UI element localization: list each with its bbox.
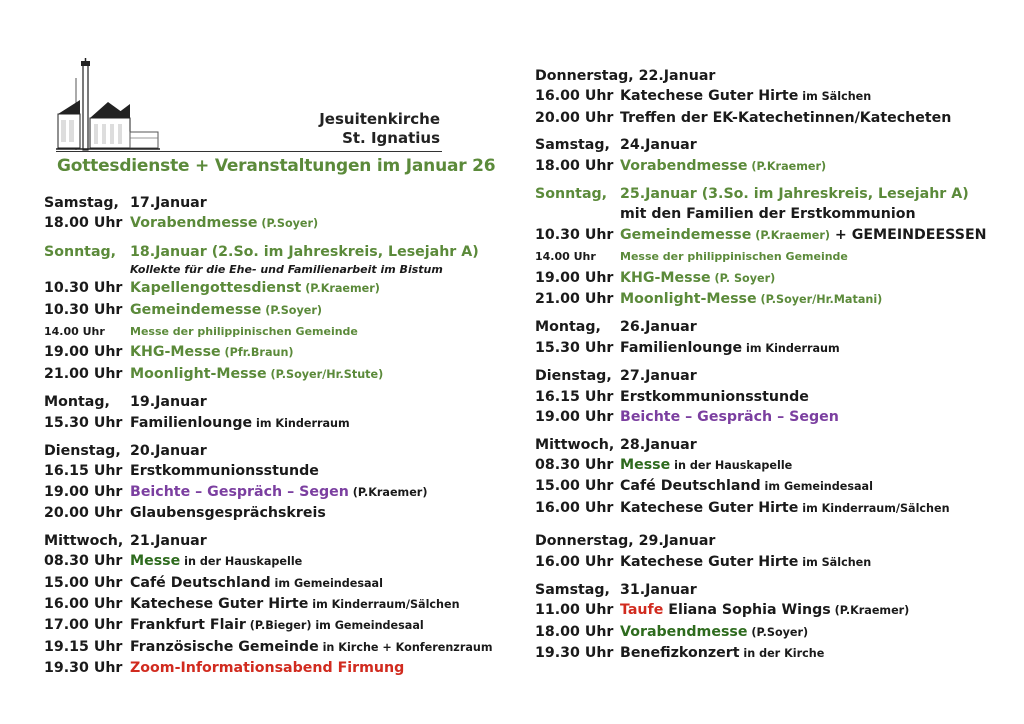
event-detail: in der Hauskapelle [180,555,303,569]
event-text [620,498,950,519]
day-name: Donnerstag, 22.Januar [535,68,716,84]
event-time: 10.30 Uhr [44,280,123,297]
header-divider [56,151,442,152]
day-header [535,66,987,86]
event-title: KHG-Messe [620,269,711,286]
schedule-left-column [44,193,493,686]
event-row [535,455,987,476]
event-title: Café Deutschland [130,574,271,591]
event-time: 14.00 Uhr [44,325,105,339]
event-text [620,407,839,427]
day-header [44,441,493,461]
event-time: 14.00 Uhr [535,250,596,264]
day-date: 19.Januar [130,394,207,411]
event-row [535,108,987,128]
event-detail: (P.Bieger) im Gemeindesaal [245,619,424,633]
event-row [535,268,987,289]
event-row [44,658,493,678]
day-name: Mittwoch, [44,532,124,549]
event-text [620,246,848,267]
event-row [535,476,987,497]
day-name: Dienstag, [44,443,121,460]
day-block [44,193,493,235]
event-row [535,156,987,177]
event-detail: (P.Kraemer) [747,159,827,173]
day-header [44,392,493,412]
event-title: Messe der philippinischen Gemeinde [130,325,358,339]
event-time: 16.15 Uhr [535,388,614,405]
event-title: Moonlight-Messe [620,291,757,308]
event-text [130,615,424,636]
event-row [44,551,493,572]
day-date: 17.Januar [130,195,207,211]
event-time: 16.00 Uhr [535,88,614,105]
day-date: 31.Januar [620,581,697,598]
event-detail: im Kinderraum/Sälchen [798,501,950,515]
event-detail: im Kinderraum [252,416,350,430]
day-block [44,441,493,524]
event-text [620,387,809,407]
day-date: 20.Januar [130,443,207,460]
day-block [535,317,987,359]
event-title: Zoom-Informationsabend Firmung [130,660,405,677]
event-text [130,278,380,299]
event-detail: im Gemeindesaal [270,576,383,590]
event-row [535,86,987,107]
event-text [620,289,882,310]
event-text [620,86,871,107]
day-name: Samstag, [44,195,119,211]
day-header [535,135,987,155]
event-title: Beichte – Gespräch – Segen [620,409,839,426]
event-detail: (P.Soyer) [261,303,322,317]
day-name: Montag, [44,394,110,411]
event-detail: in der Hauskapelle [670,458,793,472]
event-title: Katechese Guter Hirte [130,595,309,612]
event-title: Vorabendmesse [620,623,748,640]
event-title: Französische Gemeinde [130,638,319,655]
event-time: 19.00 Uhr [535,409,614,426]
day-block [535,435,987,520]
event-detail: im Kinderraum/Sälchen [308,597,460,611]
event-time: 10.30 Uhr [535,226,614,243]
event-detail: (P.Soyer) [257,217,319,231]
event-detail: (P.Kraemer) [301,282,380,296]
event-text [620,338,840,359]
day-subline: mit den Familien der Erstkommunion [620,206,916,223]
day-block [535,66,987,128]
event-text [620,476,873,497]
event-detail: (P.Kraemer) [830,604,910,618]
event-row [535,338,987,359]
day-block [535,366,987,427]
event-time: 15.30 Uhr [44,414,123,431]
day-header [535,184,987,204]
event-text [130,658,404,678]
event-time: 19.00 Uhr [44,483,123,500]
event-time: 10.30 Uhr [44,301,123,318]
event-text [130,461,319,481]
day-block [44,531,493,679]
day-date: 25.Januar (3.So. im Jahreskreis, Lesejahr A) [620,186,969,203]
event-time: 18.00 Uhr [44,215,123,232]
event-row [44,321,493,342]
event-time: 16.00 Uhr [44,595,123,612]
event-row [44,342,493,363]
event-title: Katechese Guter Hirte [620,499,799,516]
event-row [535,552,987,573]
event-detail: im Gemeindesaal [760,480,873,494]
day-header [535,580,987,600]
event-row [44,573,493,594]
event-row [535,246,987,267]
event-text [620,552,871,573]
day-block [44,242,493,385]
event-time: 15.00 Uhr [535,478,614,495]
event-row [535,225,987,246]
event-row [535,643,987,664]
day-header [44,242,493,262]
event-title: Vorabendmesse [130,215,258,232]
event-title: Vorabendmesse [620,157,748,174]
event-title: Moonlight-Messe [130,365,267,382]
event-time: 19.00 Uhr [44,344,123,361]
day-date: 24.Januar [620,137,697,154]
event-title: Glaubensgesprächskreis [130,505,326,522]
event-title-rest: Eliana Sophia Wings [663,602,831,619]
event-time: 16.15 Uhr [44,463,123,480]
event-row [44,300,493,321]
event-title: Familienlounge [130,414,253,431]
event-time: 15.00 Uhr [44,574,123,591]
event-title: Gemeindemesse [130,301,262,318]
day-name: Samstag, [535,581,610,598]
event-row [535,498,987,519]
event-title: Erstkommunionsstunde [620,388,809,405]
event-row [44,461,493,481]
event-title: Messe [620,456,671,473]
event-detail: (Pfr.Braun) [220,346,294,360]
event-row [535,289,987,310]
event-time: 16.00 Uhr [535,499,614,516]
event-title: Kapellengottesdienst [130,280,302,297]
event-title: Taufe [620,602,664,619]
day-date: 27.Januar [620,368,697,385]
event-detail: (P.Kraemer) [751,228,830,242]
event-time: 21.00 Uhr [535,291,614,308]
event-detail: im Sälchen [798,555,872,569]
event-text [130,637,493,658]
event-text [620,156,826,177]
event-time: 18.00 Uhr [535,157,614,174]
day-date: 18.Januar (2.So. im Jahreskreis, Lesejahr A) [130,243,479,260]
event-text [130,503,326,523]
event-text [130,594,460,615]
event-text [620,600,909,621]
event-detail: (P.Soyer/Hr.Stute) [266,367,384,381]
church-logo [56,58,160,154]
event-time: 18.00 Uhr [535,623,614,640]
church-name-line2: St. Ignatius [342,129,440,147]
event-extra: + GEMEINDEESSEN [829,226,987,243]
church-name-line1: Jesuitenkirche [319,110,440,128]
event-text [130,573,383,594]
day-name: Mittwoch, [535,436,615,453]
event-detail: (P.Soyer/Hr.Matani) [756,293,883,307]
event-text [130,342,294,363]
event-text [130,551,302,572]
event-row [44,278,493,299]
event-text [620,643,824,664]
day-block [44,392,493,434]
schedule-right-column [535,66,987,672]
day-header [44,531,493,551]
day-block [535,184,987,310]
event-row [44,413,493,434]
event-title: Gemeindemesse [620,226,752,243]
event-row [44,503,493,523]
day-name: Montag, [535,319,601,336]
event-title: Katechese Guter Hirte [620,553,799,570]
day-header [535,366,987,386]
event-row [44,482,493,503]
event-detail: in der Kirche [739,647,825,661]
day-name: Dienstag, [535,368,612,385]
event-title: Messe [130,553,181,570]
event-title: Katechese Guter Hirte [620,88,799,105]
event-text [130,364,383,385]
event-detail: (P.Kraemer) [348,485,428,499]
event-time: 20.00 Uhr [44,505,123,522]
day-date: 28.Januar [620,436,697,453]
event-detail: (P. Soyer) [710,271,776,285]
event-time: 17.00 Uhr [44,617,123,634]
event-row [44,364,493,385]
day-name: Donnerstag, 29.Januar [535,533,716,550]
event-title: Beichte – Gespräch – Segen [130,483,349,500]
event-text [130,413,350,434]
day-block [535,531,987,573]
day-name: Sonntag, [44,243,117,260]
event-time: 08.30 Uhr [535,456,614,473]
event-time: 19.30 Uhr [535,645,614,662]
event-row [535,387,987,407]
event-detail: im Kinderraum [742,341,840,355]
event-text [620,108,951,128]
day-name: Sonntag, [535,186,608,203]
event-text [130,482,427,503]
event-title: Messe der philippinischen Gemeinde [620,250,848,264]
event-time: 15.30 Uhr [535,339,614,356]
event-row [44,594,493,615]
event-text [620,225,987,246]
page-title: Gottesdienste + Veranstaltungen im Januar 26 [57,156,496,176]
day-name: Samstag, [535,137,610,154]
event-time: 19.15 Uhr [44,638,123,655]
event-detail: im Sälchen [798,90,872,104]
event-title: Frankfurt Flair [130,617,246,634]
event-title: Familienlounge [620,339,743,356]
event-row [535,622,987,643]
event-detail: (P.Soyer) [747,625,809,639]
event-text [130,321,358,342]
event-detail: in Kirche + Konferenzraum [318,640,493,654]
event-time: 19.00 Uhr [535,269,614,286]
event-row [44,213,493,234]
day-header [535,435,987,455]
event-row [44,637,493,658]
day-header [535,531,987,551]
day-date: 21.Januar [130,532,207,549]
event-time: 21.00 Uhr [44,365,123,382]
event-title: Treffen der EK-Katechetinnen/Katecheten [620,109,952,126]
event-time: 19.30 Uhr [44,660,123,677]
event-row [535,407,987,427]
event-time: 08.30 Uhr [44,553,123,570]
day-date: 26.Januar [620,319,697,336]
event-title: KHG-Messe [130,344,221,361]
event-time: 20.00 Uhr [535,109,614,126]
event-text [130,213,318,234]
event-text [130,300,322,321]
event-time: 11.00 Uhr [535,602,614,619]
event-text [620,268,775,289]
day-header [44,193,493,213]
event-row [535,600,987,621]
event-text [620,455,792,476]
event-time: 16.00 Uhr [535,553,614,570]
collection-note: Kollekte für die Ehe- und Familienarbeit im Bistum [130,263,443,277]
event-title: Benefizkonzert [620,645,740,662]
event-title: Café Deutschland [620,478,761,495]
day-header [535,317,987,337]
day-block [535,580,987,665]
day-block [535,135,987,177]
event-title: Erstkommunionsstunde [130,463,319,480]
event-row [44,615,493,636]
event-text [620,622,808,643]
